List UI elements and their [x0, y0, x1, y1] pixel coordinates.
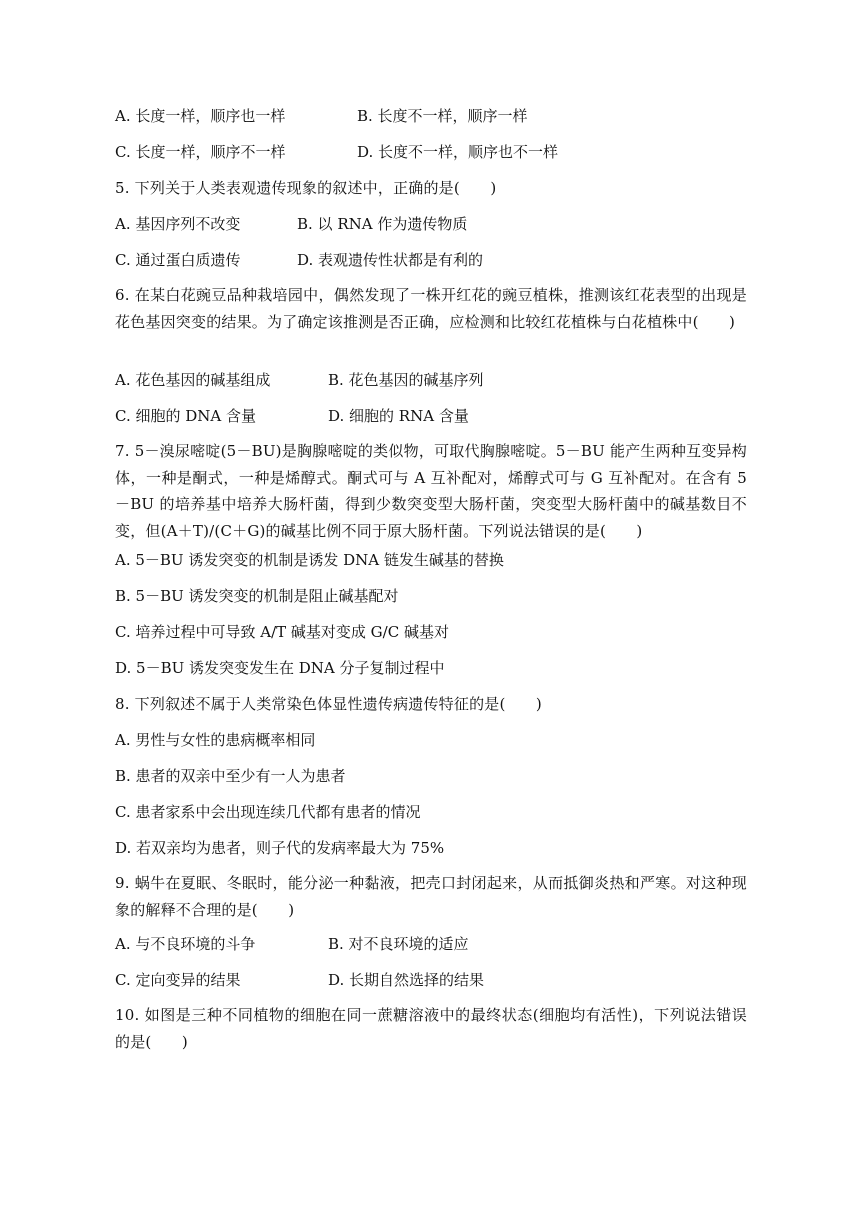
q7-option-d: D. 5－BU 诱发突变发生在 DNA 分子复制过程中	[115, 659, 445, 677]
q4-option-a: A. 长度一样，顺序也一样	[115, 107, 286, 125]
q6-option-b: B. 花色基因的碱基序列	[328, 371, 484, 389]
q8-option-d: D. 若双亲均为患者，则子代的发病率最大为 75%	[115, 839, 445, 857]
q8-option-a: A. 男性与女性的患病概率相同	[115, 731, 316, 749]
q8-option-b: B. 患者的双亲中至少有一人为患者	[115, 767, 346, 785]
q6-option-d: D. 细胞的 RNA 含量	[328, 407, 469, 425]
q10-stem: 10. 如图是三种不同植物的细胞在同一蔗糖溶液中的最终状态(细胞均有活性)，下列说法错误的是( )	[115, 1006, 747, 1051]
q9-option-a: A. 与不良环境的斗争	[115, 935, 256, 953]
q7-option-b: B. 5－BU 诱发突变的机制是阻止碱基配对	[115, 587, 399, 605]
q9-option-b: B. 对不良环境的适应	[328, 935, 469, 953]
q9-option-d: D. 长期自然选择的结果	[328, 971, 485, 989]
q7-option-c: C. 培养过程中可导致 A/T 碱基对变成 G/C 碱基对	[115, 623, 449, 641]
q4-option-c: C. 长度一样，顺序不一样	[115, 143, 286, 161]
q6-option-a: A. 花色基因的碱基组成	[115, 371, 271, 389]
q5-option-c: C. 通过蛋白质遗传	[115, 251, 241, 269]
q5-option-b: B. 以 RNA 作为遗传物质	[297, 215, 468, 233]
q7-option-a: A. 5－BU 诱发突变的机制是诱发 DNA 链发生碱基的替换	[115, 551, 504, 569]
q7-stem: 7. 5－溴尿嘧啶(5－BU)是胸腺嘧啶的类似物，可取代胸腺嘧啶。5－BU 能产生两种互变异构体，一种是酮式，一种是烯醇式。酮式可与 A 互补配对，烯醇式可与 G 互补配对。在含有 5－BU 的培养基中培养大肠杆菌，得到少数突变型大肠杆菌，突变型大肠杆菌中的碱基数目不变，但(A＋T)/(C＋G)的碱基比例不同于原大肠杆菌。下列说法错误的是( )	[115, 442, 747, 540]
q6-stem: 6. 在某白花豌豆品种栽培园中，偶然发现了一株开红花的豌豆植株，推测该红花表型的出现是花色基因突变的结果。为了确定该推测是否正确，应检测和比较红花植株与白花植株中( )	[115, 286, 747, 331]
q4-option-b: B. 长度不一样，顺序一样	[357, 107, 528, 125]
q6-option-c: C. 细胞的 DNA 含量	[115, 407, 256, 425]
q5-option-a: A. 基因序列不改变	[115, 215, 241, 233]
q5-stem: 5. 下列关于人类表观遗传现象的叙述中，正确的是( )	[115, 179, 497, 197]
q9-stem: 9. 蜗牛在夏眠、冬眠时，能分泌一种黏液，把壳口封闭起来，从而抵御炎热和严寒。对这种现象的解释不合理的是( )	[115, 874, 747, 919]
q4-option-d: D. 长度不一样，顺序也不一样	[357, 143, 559, 161]
q8-option-c: C. 患者家系中会出现连续几代都有患者的情况	[115, 803, 421, 821]
q9-option-c: C. 定向变异的结果	[115, 971, 241, 989]
q8-stem: 8. 下列叙述不属于人类常染色体显性遗传病遗传特征的是( )	[115, 695, 542, 713]
q5-option-d: D. 表观遗传性状都是有利的	[297, 251, 484, 269]
